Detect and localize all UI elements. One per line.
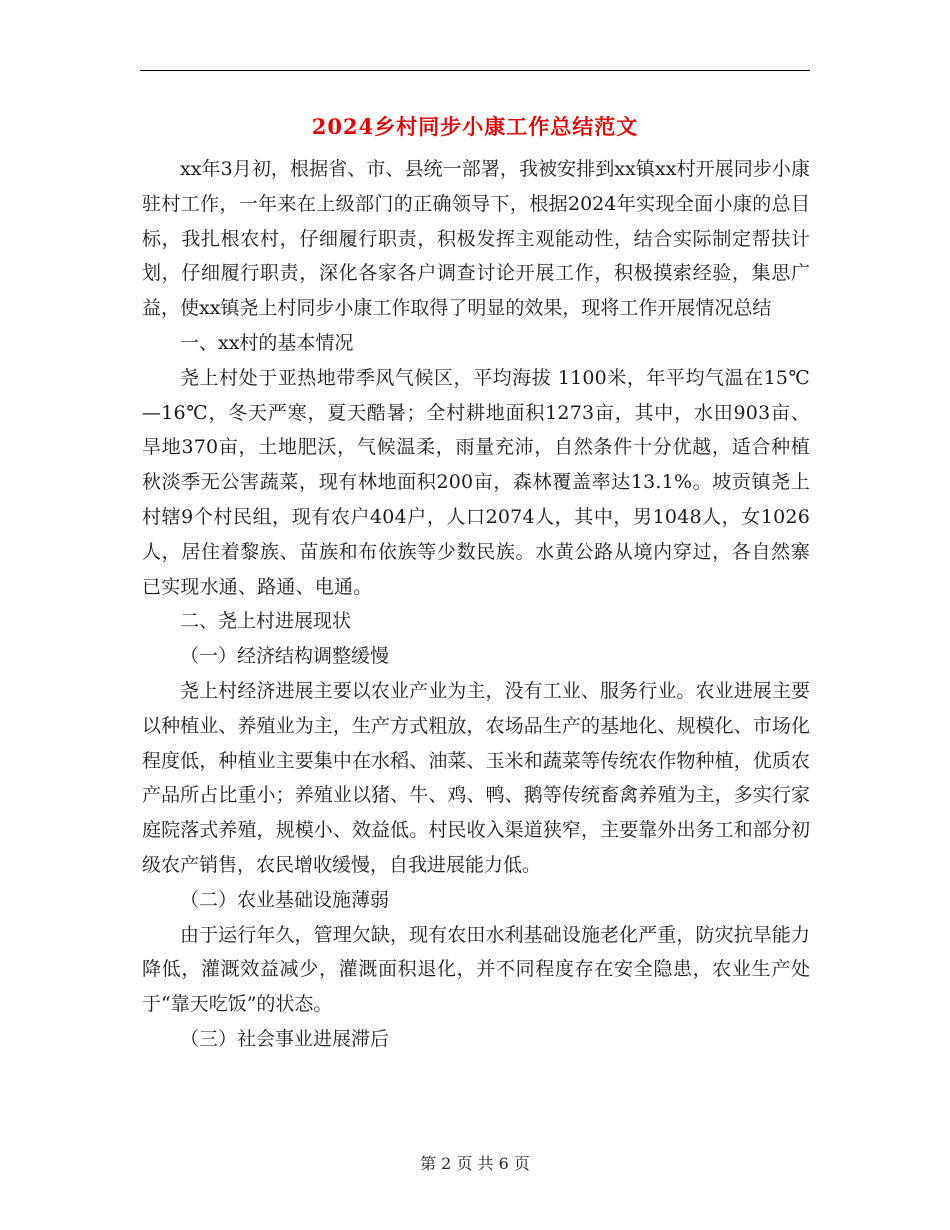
document-title: 2024乡村同步小康工作总结范文 [311, 114, 639, 139]
paragraph-basic-info: 尧上村处于亚热地带季风气候区，平均海拔 1100米，年平均气温在15℃—16℃，冬天严寒，夏天酷暑；全村耕地面积1273亩，其中，水田903亩、旱地370亩，土地肥沃，气候温柔，雨量充沛，自然条件十分优越，适合种植秋淡季无公害蔬菜，现有林地面积200亩，森林覆盖率达13.1%。坡贡镇尧上村辖9个村民组，现有农户404户，人口2074人，其中，男1048人，女1026人，居住着黎族、苗族和布依族等少数民族。水黄公路从境内穿过，各自然寨已实现水通、路通、电通。 [142, 366, 810, 598]
section-heading-2: 二、尧上村进展现状 [180, 610, 352, 633]
paragraph-economy: 尧上村经济进展主要以农业产业为主，没有工业、服务行业。农业进展主要以种植业、养殖业为主，生产方式粗放，农场品生产的基地化、规模化、市场化程度低，种植业主要集中在水稻、油菜、玉米和蔬菜等传统农作物种植，优质农产品所占比重小；养殖业以猪、牛、鸡、鸭、鹅等传统畜禽养殖为主，多实行家庭院落式养殖，规模小、效益低。村民收入渠道狭窄，主要靠外出务工和部分初级农产销售，农民增收缓慢，自我进展能力低。 [142, 679, 810, 876]
paragraph-intro: xx年3月初，根据省、市、县统一部署，我被安排到xx镇xx村开展同步小康驻村工作，一年来在上级部门的正确领导下，根据2024年实现全面小康的总目标，我扎根农村，仔细履行职责，积极发挥主观能动性，结合实际制定帮扶计划，仔细履行职责，深化各家各户调查讨论开展工作，积极摸索经验，集思广益，使xx镇尧上村同步小康工作取得了明显的效果，现将工作开展情况总结 [142, 158, 810, 320]
subsection-heading-3: （三）社会事业进展滞后 [180, 1027, 390, 1050]
header-rule [140, 70, 810, 71]
subsection-heading-2: （二）农业基础设施薄弱 [180, 888, 390, 911]
page-number: 第 2 页 共 6 页 [420, 1154, 530, 1173]
document-body [142, 152, 810, 1057]
section-heading-1: 一、xx村的基本情况 [180, 331, 354, 354]
subsection-heading-1: （一）经济结构调整缓慢 [180, 645, 390, 668]
paragraph-infrastructure: 由于运行年久，管理欠缺，现有农田水利基础设施老化严重，防灾抗旱能力降低，灌溉效益减少，灌溉面积退化，并不同程度存在安全隐患，农业生产处于“靠天吃饭”的状态。 [142, 923, 810, 1016]
